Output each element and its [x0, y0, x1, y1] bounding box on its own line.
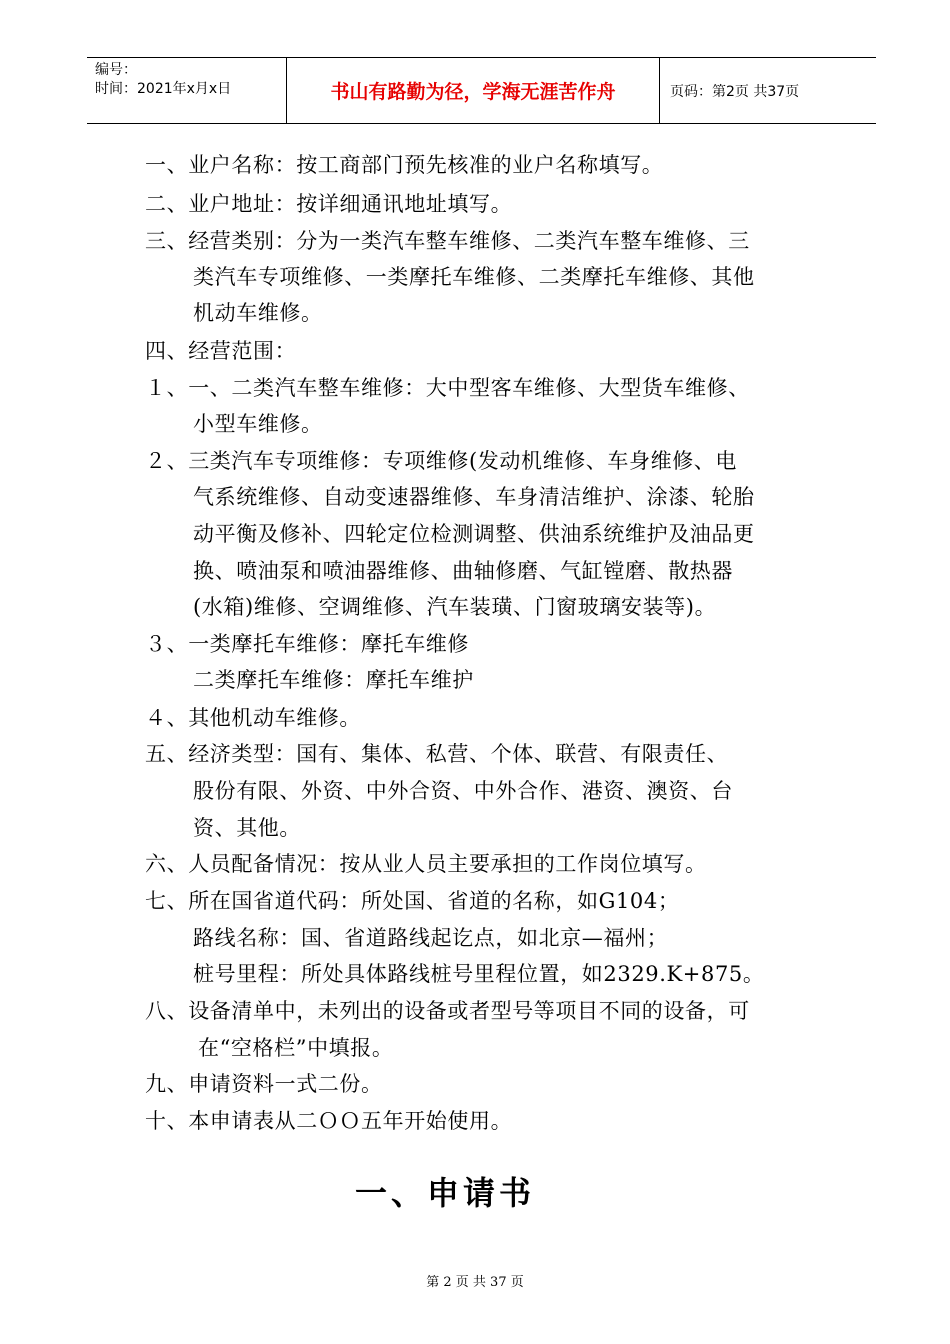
- text-line: 资、其他。: [193, 816, 301, 840]
- page-footer: 第 2 页 共 37 页: [426, 1275, 524, 1290]
- text-line: (水箱)维修、空调维修、汽车装璜、门窗玻璃安装等)。: [193, 595, 717, 619]
- text-line: 小型车维修。: [193, 412, 323, 436]
- text-line: 路线名称：国、省道路线起讫点，如北京—福州；: [193, 926, 669, 950]
- text-line: 五、经济类型：国有、集体、私营、个体、联营、有限责任、: [145, 742, 729, 766]
- text-line: 十、本申请表从二ＯＯ五年开始使用。: [145, 1109, 513, 1133]
- text-line: 三、经营类别：分为一类汽车整车维修、二类汽车整车维修、三: [145, 229, 750, 253]
- page-header: [87, 57, 876, 124]
- document-number-label: 编号：: [95, 62, 137, 78]
- text-line: 类汽车专项维修、一类摩托车维修、二类摩托车维修、其他: [193, 265, 755, 289]
- text-line: ２、三类汽车专项维修：专项维修(发动机维修、车身维修、电: [145, 449, 737, 473]
- text-line: 一、业户名称：按工商部门预先核准的业户名称填写。: [145, 153, 664, 177]
- text-line: 气系统维修、自动变速器维修、车身清洁维护、涂漆、轮胎: [193, 485, 755, 509]
- text-line: 二、业户地址：按详细通讯地址填写。: [145, 192, 513, 216]
- text-line: 动平衡及修补、四轮定位检测调整、供油系统维护及油品更: [193, 522, 755, 546]
- header-meta-cell: [87, 58, 287, 123]
- text-line: １、一、二类汽车整车维修：大中型客车维修、大型货车维修、: [145, 376, 750, 400]
- text-line: 在“空格栏”中填报。: [198, 1036, 394, 1060]
- text-line: 四、经营范围：: [145, 339, 297, 363]
- text-line: 七、所在国省道代码：所处国、省道的名称，如G104；: [145, 889, 680, 913]
- text-line: 八、设备清单中，未列出的设备或者型号等项目不同的设备，可: [145, 999, 750, 1023]
- text-line: 桩号里程：所处具体路线桩号里程位置，如2329.K+875。: [193, 962, 765, 986]
- text-line: 六、人员配备情况：按从业人员主要承担的工作岗位填写。: [145, 852, 707, 876]
- header-motto: 书山有路勤为径，学海无涯苦作舟: [287, 58, 660, 123]
- text-line: ４、其他机动车维修。: [145, 706, 361, 730]
- document-time-label: 时间：2021年x月x日: [95, 81, 232, 97]
- text-line: 机动车维修。: [193, 301, 323, 325]
- header-page-number: 页码：第2页 共37页: [670, 83, 800, 100]
- text-line: 换、喷油泵和喷油器维修、曲轴修磨、气缸镗磨、散热器: [193, 559, 733, 583]
- text-line: 二类摩托车维修：摩托车维护: [193, 668, 474, 692]
- text-line: ３、一类摩托车维修：摩托车维修: [145, 632, 469, 656]
- text-line: 股份有限、外资、中外合资、中外合作、港资、澳资、台: [193, 779, 733, 803]
- text-line: 九、申请资料一式二份。: [145, 1072, 383, 1096]
- section-title: 一、申请书: [355, 1174, 536, 1212]
